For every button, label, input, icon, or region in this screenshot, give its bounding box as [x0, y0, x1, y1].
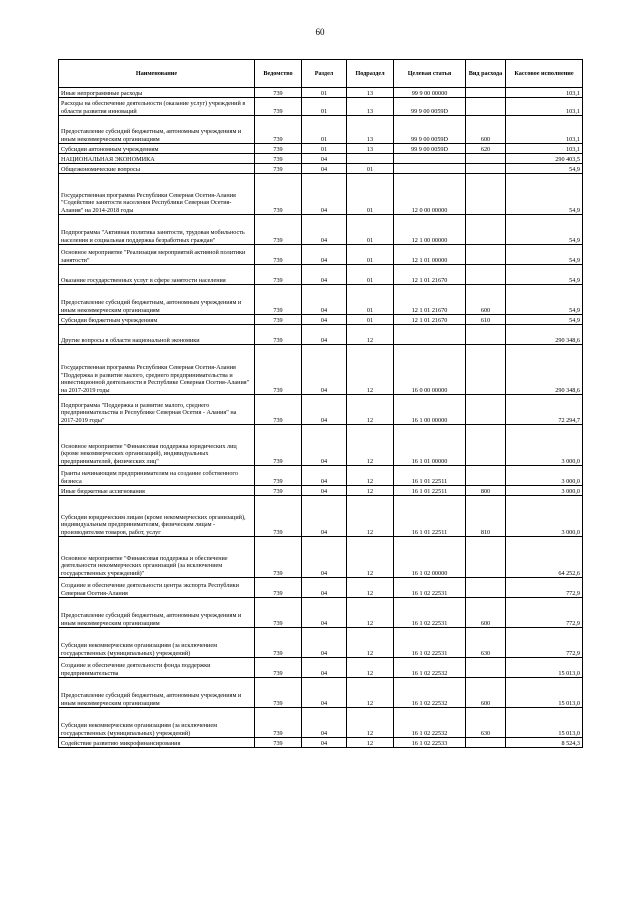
cell-subsection: 01	[347, 174, 394, 215]
cell-department: 739	[255, 678, 302, 708]
cell-name: Государственная программа Республики Северная Осетия-Алания "Поддержка и развитие малого, среднего предпринимательства и инвестиционной деятельности в Республике Северная Осетия-Алания" на 2017-2019 годы	[59, 345, 255, 395]
cell-name: Основное мероприятие "Финансовая поддержка юридических лиц (кроме некоммерческих организаций), индивидуальных предпринимателей, физических лиц"	[59, 425, 255, 466]
cell-cash-execution: 3 000,0	[506, 496, 583, 537]
cell-subsection: 13	[347, 98, 394, 116]
cell-target-article: 16 1 00 00000	[394, 395, 466, 425]
cell-section: 04	[302, 395, 347, 425]
cell-department: 739	[255, 116, 302, 144]
cell-target-article	[394, 325, 466, 345]
header-name: Наименование	[59, 60, 255, 88]
table-row	[59, 496, 583, 537]
table-row	[59, 658, 583, 678]
cell-expense-type: 600	[466, 598, 506, 628]
cell-cash-execution: 772,9	[506, 578, 583, 598]
cell-section: 04	[302, 738, 347, 748]
cell-department: 739	[255, 395, 302, 425]
cell-subsection: 12	[347, 598, 394, 628]
cell-cash-execution: 3 000,0	[506, 466, 583, 486]
cell-target-article: 16 1 02 22531	[394, 598, 466, 628]
cell-section: 04	[302, 425, 347, 466]
cell-expense-type: 620	[466, 144, 506, 154]
cell-section: 04	[302, 598, 347, 628]
cell-name: Оказание государственных услуг в сфере занятости населения	[59, 265, 255, 285]
cell-section: 04	[302, 708, 347, 738]
cell-expense-type	[466, 174, 506, 215]
table-body	[59, 88, 583, 748]
cell-department: 739	[255, 537, 302, 578]
cell-cash-execution: 103,1	[506, 88, 583, 98]
cell-cash-execution: 15 013,0	[506, 708, 583, 738]
cell-department: 739	[255, 154, 302, 164]
cell-department: 739	[255, 265, 302, 285]
table-row	[59, 486, 583, 496]
table-row	[59, 738, 583, 748]
cell-name: Подпрограмма "Поддержка и развитие малого, среднего предпринимательства в Республике Северная Осетия - Алания" на 2017-2019 годы"	[59, 395, 255, 425]
cell-target-article: 99 9 00 0059D	[394, 144, 466, 154]
table-row	[59, 144, 583, 154]
cell-target-article: 99 9 00 0059D	[394, 98, 466, 116]
cell-name: Основное мероприятие "Финансовая поддержка и обеспечение деятельности некоммерческих организаций (за исключением государственных учреждений)"	[59, 537, 255, 578]
cell-expense-type	[466, 154, 506, 164]
cell-section: 04	[302, 265, 347, 285]
cell-section: 04	[302, 466, 347, 486]
cell-department: 739	[255, 425, 302, 466]
cell-section: 04	[302, 325, 347, 345]
cell-name: Создание и обеспечение деятельности центра экспорта Республики Северная Осетия-Алания	[59, 578, 255, 598]
cell-subsection: 12	[347, 738, 394, 748]
cell-section: 04	[302, 345, 347, 395]
table-row	[59, 395, 583, 425]
table-row	[59, 598, 583, 628]
cell-section: 01	[302, 98, 347, 116]
table-row	[59, 425, 583, 466]
table-header-row	[59, 60, 583, 88]
cell-department: 739	[255, 285, 302, 315]
cell-subsection: 01	[347, 164, 394, 174]
cell-section: 04	[302, 215, 347, 245]
cell-section: 01	[302, 144, 347, 154]
cell-section: 04	[302, 496, 347, 537]
cell-cash-execution: 54,9	[506, 285, 583, 315]
cell-cash-execution: 772,9	[506, 628, 583, 658]
cell-section: 04	[302, 678, 347, 708]
cell-expense-type	[466, 215, 506, 245]
cell-department: 739	[255, 496, 302, 537]
cell-name: Содействие развитию микрофинансирования	[59, 738, 255, 748]
cell-target-article	[394, 164, 466, 174]
cell-cash-execution: 290 403,5	[506, 154, 583, 164]
header-department: Ведомство	[255, 60, 302, 88]
cell-section: 04	[302, 154, 347, 164]
cell-target-article: 16 1 02 22531	[394, 578, 466, 598]
cell-expense-type	[466, 265, 506, 285]
table-row	[59, 708, 583, 738]
cell-department: 739	[255, 144, 302, 154]
table-row	[59, 174, 583, 215]
cell-target-article: 12 1 00 00000	[394, 215, 466, 245]
cell-section: 04	[302, 174, 347, 215]
cell-target-article: 16 1 01 22511	[394, 496, 466, 537]
cell-cash-execution: 290 348,6	[506, 345, 583, 395]
table-row	[59, 154, 583, 164]
header-subsection: Подраздел	[347, 60, 394, 88]
cell-expense-type: 630	[466, 708, 506, 738]
cell-section: 04	[302, 164, 347, 174]
cell-name: Предоставление субсидий бюджетным, автономным учреждениям и иным некоммерческим организациям	[59, 678, 255, 708]
cell-target-article: 16 1 01 00000	[394, 425, 466, 466]
cell-target-article: 16 1 01 22511	[394, 466, 466, 486]
cell-expense-type	[466, 395, 506, 425]
cell-name: Субсидии бюджетным учреждениям	[59, 315, 255, 325]
cell-name: Создание и обеспечение деятельности фонда поддержки предпринимательства	[59, 658, 255, 678]
cell-subsection: 12	[347, 708, 394, 738]
table-row	[59, 678, 583, 708]
cell-name: Гранты начинающим предпринимателям на создание собственного бизнеса	[59, 466, 255, 486]
cell-cash-execution: 8 524,3	[506, 738, 583, 748]
cell-expense-type: 630	[466, 628, 506, 658]
table-row	[59, 215, 583, 245]
cell-department: 739	[255, 325, 302, 345]
cell-expense-type	[466, 325, 506, 345]
cell-section: 04	[302, 658, 347, 678]
cell-name: Предоставление субсидий бюджетным, автономным учреждениям и иным некоммерческим организациям	[59, 598, 255, 628]
cell-department: 739	[255, 658, 302, 678]
table-row	[59, 315, 583, 325]
cell-expense-type	[466, 466, 506, 486]
header-cash-execution: Кассовое исполнение	[506, 60, 583, 88]
cell-subsection: 12	[347, 325, 394, 345]
cell-department: 739	[255, 708, 302, 738]
cell-subsection: 12	[347, 486, 394, 496]
cell-department: 739	[255, 466, 302, 486]
cell-cash-execution: 64 252,6	[506, 537, 583, 578]
header-expense-type: Вид расхода	[466, 60, 506, 88]
cell-name: Предоставление субсидий бюджетным, автономным учреждениям и иным некоммерческим организациям	[59, 116, 255, 144]
cell-name: Иные бюджетные ассигнования	[59, 486, 255, 496]
cell-subsection: 01	[347, 245, 394, 265]
table-row	[59, 466, 583, 486]
cell-expense-type	[466, 98, 506, 116]
cell-subsection: 01	[347, 315, 394, 325]
cell-department: 739	[255, 315, 302, 325]
cell-name: НАЦИОНАЛЬНАЯ ЭКОНОМИКА	[59, 154, 255, 164]
cell-subsection: 12	[347, 678, 394, 708]
cell-cash-execution: 54,9	[506, 174, 583, 215]
cell-name: Субсидии некоммерческим организациям (за исключением государственных (муниципальных) учреждений)	[59, 708, 255, 738]
cell-expense-type	[466, 425, 506, 466]
cell-expense-type	[466, 658, 506, 678]
table-row	[59, 98, 583, 116]
cell-expense-type	[466, 345, 506, 395]
cell-target-article: 12 0 00 00000	[394, 174, 466, 215]
table-row	[59, 88, 583, 98]
cell-target-article: 16 1 02 22532	[394, 658, 466, 678]
cell-name: Другие вопросы в области национальной экономики	[59, 325, 255, 345]
cell-department: 739	[255, 578, 302, 598]
cell-department: 739	[255, 245, 302, 265]
cell-target-article: 16 1 02 22532	[394, 708, 466, 738]
cell-cash-execution: 54,9	[506, 265, 583, 285]
cell-cash-execution: 103,1	[506, 98, 583, 116]
cell-subsection: 12	[347, 658, 394, 678]
table-row	[59, 578, 583, 598]
cell-section: 04	[302, 628, 347, 658]
cell-expense-type	[466, 738, 506, 748]
table-row	[59, 537, 583, 578]
cell-subsection: 13	[347, 116, 394, 144]
cell-cash-execution: 15 013,0	[506, 678, 583, 708]
cell-section: 04	[302, 315, 347, 325]
cell-expense-type: 810	[466, 496, 506, 537]
cell-expense-type	[466, 164, 506, 174]
cell-subsection: 12	[347, 537, 394, 578]
cell-name: Иные непрограммные расходы	[59, 88, 255, 98]
cell-subsection: 01	[347, 215, 394, 245]
cell-subsection: 12	[347, 628, 394, 658]
cell-target-article: 12 1 01 00000	[394, 245, 466, 265]
cell-subsection: 12	[347, 425, 394, 466]
cell-cash-execution: 103,1	[506, 144, 583, 154]
cell-name: Основное мероприятие "Реализация мероприятий активной политики занятости"	[59, 245, 255, 265]
cell-cash-execution: 3 000,0	[506, 425, 583, 466]
table-row	[59, 285, 583, 315]
cell-expense-type: 800	[466, 486, 506, 496]
cell-expense-type	[466, 88, 506, 98]
cell-target-article	[394, 154, 466, 164]
cell-subsection: 12	[347, 496, 394, 537]
cell-cash-execution: 3 000,0	[506, 486, 583, 496]
cell-subsection: 12	[347, 578, 394, 598]
page-number: 60	[315, 27, 325, 37]
cell-department: 739	[255, 164, 302, 174]
cell-target-article: 12 1 01 21670	[394, 265, 466, 285]
cell-name: Общеэкономические вопросы	[59, 164, 255, 174]
cell-section: 04	[302, 578, 347, 598]
cell-department: 739	[255, 628, 302, 658]
cell-target-article: 12 1 01 21670	[394, 285, 466, 315]
cell-cash-execution: 54,9	[506, 315, 583, 325]
cell-section: 04	[302, 285, 347, 315]
cell-section: 01	[302, 116, 347, 144]
cell-subsection: 12	[347, 466, 394, 486]
cell-name: Субсидии юридическим лицам (кроме некоммерческих организаций), индивидуальным предпринимателям, физическим лицам - производителям товаров, работ, услуг	[59, 496, 255, 537]
header-target-article: Целевая статья	[394, 60, 466, 88]
cell-section: 01	[302, 88, 347, 98]
cell-expense-type: 600	[466, 285, 506, 315]
cell-subsection	[347, 154, 394, 164]
cell-cash-execution: 54,9	[506, 245, 583, 265]
cell-name: Расходы на обеспечение деятельности (оказание услуг) учреждений в области развития инноваций	[59, 98, 255, 116]
cell-target-article: 16 1 02 22532	[394, 678, 466, 708]
cell-section: 04	[302, 537, 347, 578]
cell-department: 739	[255, 98, 302, 116]
cell-name: Субсидии некоммерческим организациям (за исключением государственных (муниципальных) учреждений)	[59, 628, 255, 658]
cell-target-article: 16 1 02 22533	[394, 738, 466, 748]
cell-name: Субсидии автономным учреждениям	[59, 144, 255, 154]
cell-department: 739	[255, 215, 302, 245]
cell-name: Подпрограмма "Активная политика занятости, трудовая мобильность населения и социальная поддержка безработных граждан"	[59, 215, 255, 245]
cell-subsection: 13	[347, 88, 394, 98]
table-row	[59, 245, 583, 265]
cell-cash-execution: 772,9	[506, 598, 583, 628]
header-section: Раздел	[302, 60, 347, 88]
cell-name: Предоставление субсидий бюджетным, автономным учреждениям и иным некоммерческим организациям	[59, 285, 255, 315]
cell-section: 04	[302, 486, 347, 496]
cell-cash-execution: 54,9	[506, 215, 583, 245]
cell-target-article: 16 1 01 22511	[394, 486, 466, 496]
cell-subsection: 01	[347, 285, 394, 315]
table-row	[59, 265, 583, 285]
cell-expense-type	[466, 578, 506, 598]
cell-department: 739	[255, 738, 302, 748]
budget-table	[58, 59, 583, 748]
cell-subsection: 13	[347, 144, 394, 154]
cell-subsection: 12	[347, 345, 394, 395]
cell-expense-type	[466, 537, 506, 578]
cell-cash-execution: 103,1	[506, 116, 583, 144]
cell-expense-type: 600	[466, 116, 506, 144]
cell-subsection: 12	[347, 395, 394, 425]
cell-expense-type: 610	[466, 315, 506, 325]
cell-section: 04	[302, 245, 347, 265]
table-row	[59, 345, 583, 395]
cell-department: 739	[255, 174, 302, 215]
cell-subsection: 01	[347, 265, 394, 285]
table-row	[59, 628, 583, 658]
cell-target-article: 99 9 00 00000	[394, 88, 466, 98]
table-row	[59, 164, 583, 174]
cell-cash-execution: 15 013,0	[506, 658, 583, 678]
cell-department: 739	[255, 598, 302, 628]
table-row	[59, 116, 583, 144]
cell-department: 739	[255, 486, 302, 496]
cell-expense-type	[466, 245, 506, 265]
cell-cash-execution: 54,9	[506, 164, 583, 174]
cell-target-article: 16 1 02 22531	[394, 628, 466, 658]
cell-department: 739	[255, 88, 302, 98]
cell-department: 739	[255, 345, 302, 395]
cell-target-article: 12 1 01 21670	[394, 315, 466, 325]
cell-name: Государственная программа Республики Северная Осетия-Алания "Содействие занятости населения Республики Северная Осетия-Алания" на 2014-2018 годы	[59, 174, 255, 215]
cell-cash-execution: 290 348,6	[506, 325, 583, 345]
cell-target-article: 16 0 00 00000	[394, 345, 466, 395]
cell-cash-execution: 72 294,7	[506, 395, 583, 425]
cell-expense-type: 600	[466, 678, 506, 708]
table-row	[59, 325, 583, 345]
cell-target-article: 16 1 02 00000	[394, 537, 466, 578]
cell-target-article: 99 9 00 0059D	[394, 116, 466, 144]
